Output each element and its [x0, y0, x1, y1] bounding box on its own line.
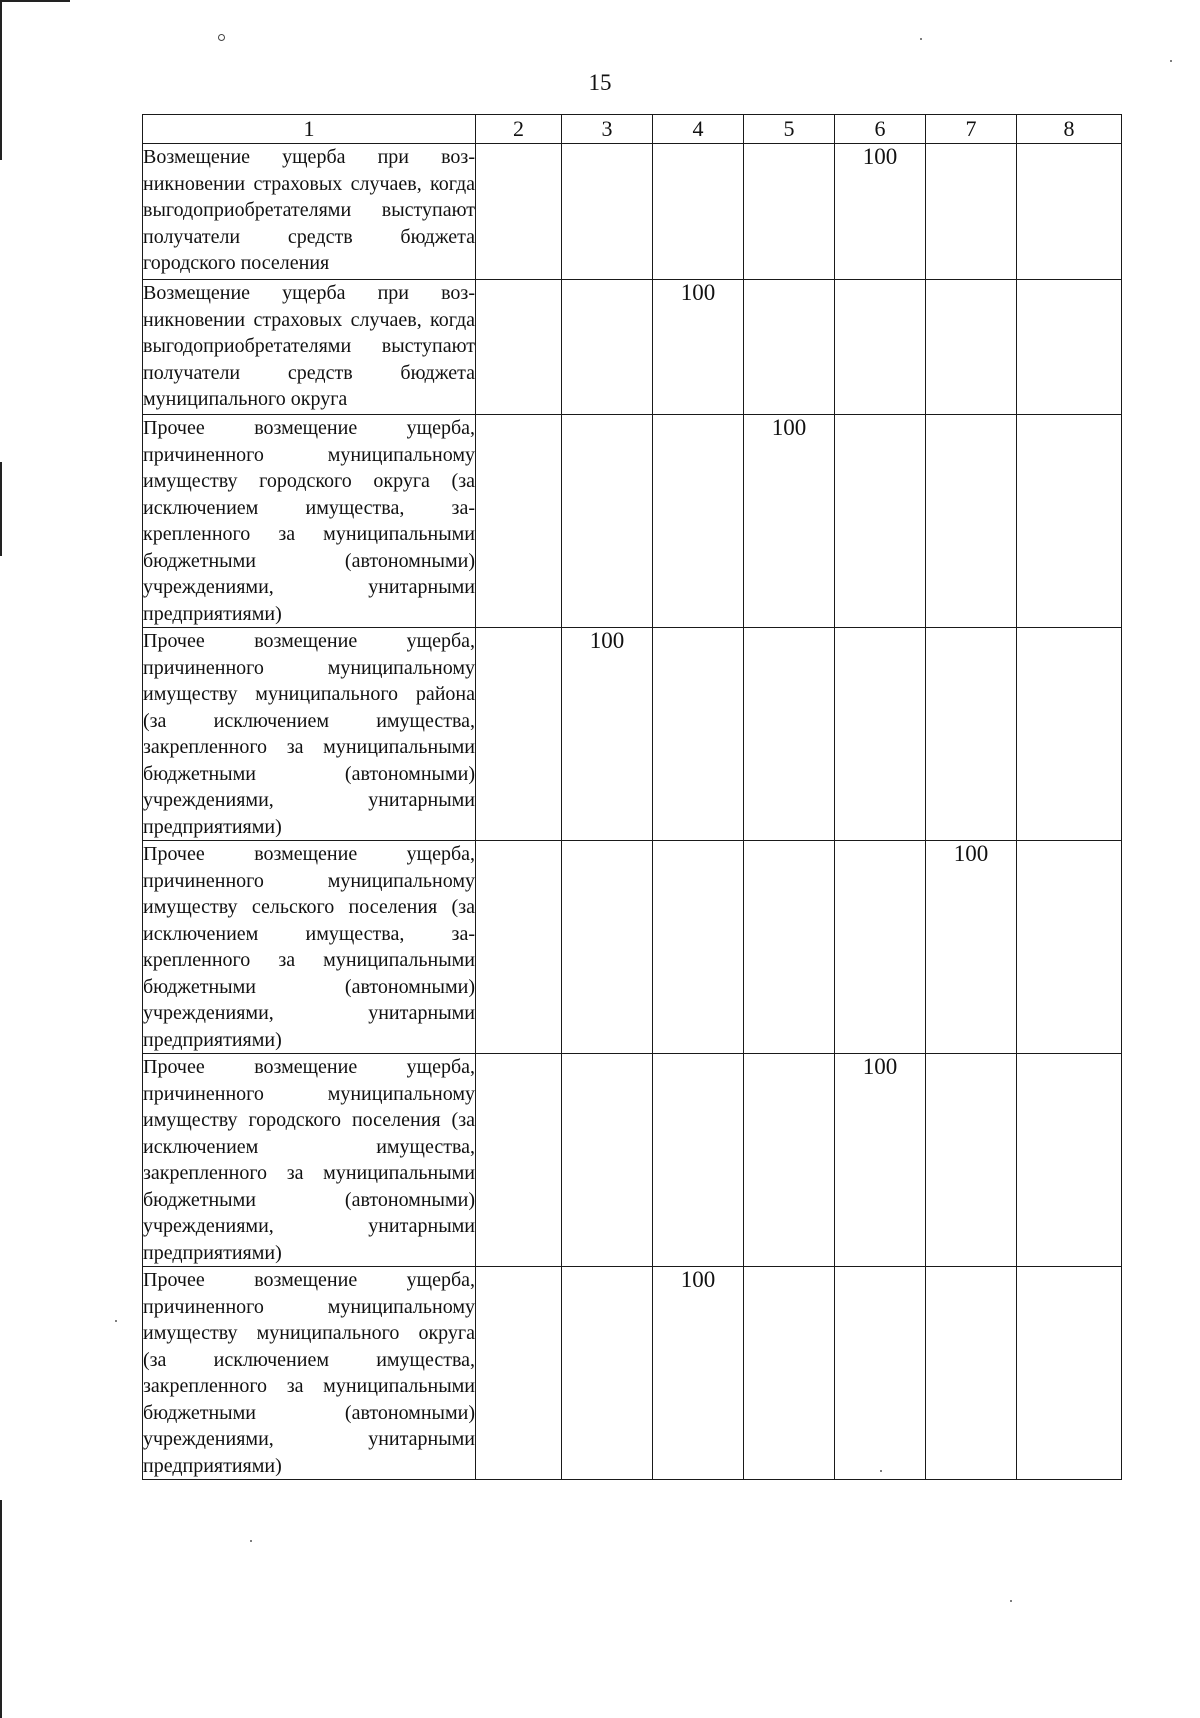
cell-col-2	[476, 1267, 562, 1480]
row-description: Возмещение ущерба при возникновении страховых случаев, когда выгодоприобретателями выступают получатели средств бюджета городского поселения	[143, 144, 476, 280]
cell-col-6	[835, 280, 926, 415]
cell-col-4	[653, 415, 744, 628]
cell-col-7	[926, 144, 1017, 280]
column-header-6: 6	[835, 115, 926, 144]
cell-col-6: 100	[835, 144, 926, 280]
cell-col-7	[926, 628, 1017, 841]
scan-speck	[218, 34, 225, 41]
column-header-3: 3	[562, 115, 653, 144]
cell-col-6	[835, 415, 926, 628]
cell-col-8	[1017, 1054, 1122, 1267]
scan-top-line	[0, 0, 70, 2]
column-header-4: 4	[653, 115, 744, 144]
header-row	[143, 115, 1122, 144]
cell-col-8	[1017, 415, 1122, 628]
cell-col-3	[562, 144, 653, 280]
cell-col-6	[835, 841, 926, 1054]
cell-col-7: 100	[926, 841, 1017, 1054]
cell-col-6	[835, 628, 926, 841]
cell-col-3	[562, 1267, 653, 1480]
cell-col-6: 100	[835, 1054, 926, 1267]
scan-edge-mark-bottom	[0, 1500, 2, 1718]
cell-col-6	[835, 1267, 926, 1480]
cell-col-8	[1017, 1267, 1122, 1480]
cell-col-4	[653, 628, 744, 841]
column-header-1: 1	[143, 115, 476, 144]
cell-col-7	[926, 1054, 1017, 1267]
scan-speck	[250, 1540, 252, 1542]
cell-col-2	[476, 144, 562, 280]
table-row	[143, 144, 1122, 280]
cell-col-2	[476, 628, 562, 841]
table-row	[143, 1267, 1122, 1480]
cell-col-7	[926, 415, 1017, 628]
cell-col-4: 100	[653, 1267, 744, 1480]
row-description: Прочее возмещение ущерба, причиненного муниципальному имуществу городского округа (за исключением имущества, закрепленного за муниципальными бюджетными (автономными) учреждениями, унитарными предприятиями)	[143, 415, 476, 628]
cell-col-3: 100	[562, 628, 653, 841]
column-header-5: 5	[744, 115, 835, 144]
scan-speck	[920, 38, 922, 40]
row-description: Прочее возмещение ущерба, причиненного муниципальному имуществу городского поселения (за исключением имущества, закрепленного за муниципальными бюджетными (автономными) учреждениями, унитарными предприятиями)	[143, 1054, 476, 1267]
table-row	[143, 1054, 1122, 1267]
cell-col-3	[562, 1054, 653, 1267]
cell-col-5	[744, 144, 835, 280]
scan-speck	[1010, 1600, 1012, 1602]
row-description: Прочее возмещение ущерба, причиненного муниципальному имуществу муниципального округа (за исключением имущества, закрепленного за муниципальными бюджетными (автономными) учреждениями, унитарными предприятиями)	[143, 1267, 476, 1480]
column-header-8: 8	[1017, 115, 1122, 144]
table-header	[143, 115, 1122, 144]
column-header-7: 7	[926, 115, 1017, 144]
cell-col-7	[926, 1267, 1017, 1480]
table-row	[143, 628, 1122, 841]
row-description: Возмещение ущерба при возникновении страховых случаев, когда выгодоприобретателями выступают получатели средств бюджета муниципального округа	[143, 280, 476, 415]
cell-col-3	[562, 841, 653, 1054]
cell-col-5: 100	[744, 415, 835, 628]
cell-col-8	[1017, 280, 1122, 415]
cell-col-7	[926, 280, 1017, 415]
scan-edge-mark-middle	[0, 462, 2, 556]
cell-col-2	[476, 841, 562, 1054]
table-body	[143, 144, 1122, 1480]
column-header-2: 2	[476, 115, 562, 144]
cell-col-4	[653, 144, 744, 280]
scan-speck	[115, 1320, 117, 1322]
cell-col-5	[744, 628, 835, 841]
cell-col-5	[744, 841, 835, 1054]
scan-edge-mark-top	[0, 0, 2, 160]
cell-col-4	[653, 1054, 744, 1267]
cell-col-4: 100	[653, 280, 744, 415]
cell-col-2	[476, 415, 562, 628]
cell-col-8	[1017, 841, 1122, 1054]
row-description: Прочее возмещение ущерба, причиненного муниципальному имуществу муниципального района (за исключением имущества, закрепленного за муниципальными бюджетными (автономными) учреждениями, унитарными предприятиями)	[143, 628, 476, 841]
table-row	[143, 841, 1122, 1054]
scan-speck	[1170, 60, 1172, 62]
cell-col-2	[476, 280, 562, 415]
cell-col-3	[562, 280, 653, 415]
table-row	[143, 415, 1122, 628]
cell-col-5	[744, 1267, 835, 1480]
cell-col-4	[653, 841, 744, 1054]
page-number: 15	[588, 70, 612, 95]
cell-col-5	[744, 1054, 835, 1267]
cell-col-8	[1017, 144, 1122, 280]
budget-table	[142, 114, 1122, 1480]
row-description: Прочее возмещение ущерба, причиненного муниципальному имуществу сельского поселения (за исключением имущества, закрепленного за муниципальными бюджетными (автономными) учреждениями, унитарными предприятиями)	[143, 841, 476, 1054]
cell-col-3	[562, 415, 653, 628]
cell-col-5	[744, 280, 835, 415]
cell-col-2	[476, 1054, 562, 1267]
cell-col-8	[1017, 628, 1122, 841]
table-row	[143, 280, 1122, 415]
